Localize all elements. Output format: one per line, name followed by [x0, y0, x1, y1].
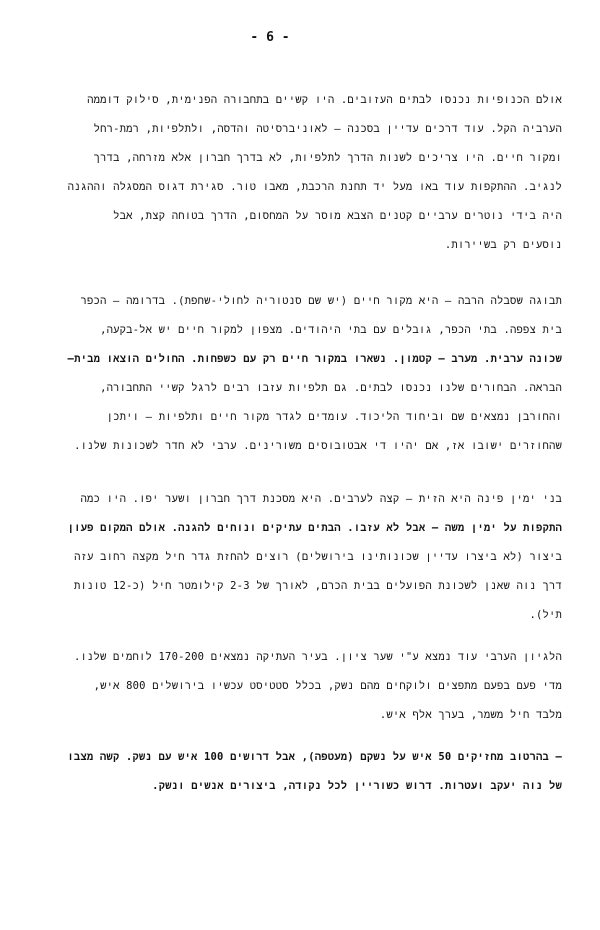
paragraph-line: מלבד חיל משמר, בערך אלף איש.	[379, 709, 562, 721]
paragraph-line: דרך נוה שאנן לשכונת הפועלים בבית הכרם, לאורך של 2-3 קילומטר חיל (כ-12 טונות	[73, 580, 562, 592]
paragraph-line: בית צפפה. בתי הכפר, גובלים עם בתי היהודים. מצפון למקור חיים יש אל-בקעה,	[100, 324, 562, 336]
paragraph-2	[42, 287, 562, 461]
paragraph-line: בני ימין פינה היא הזית – קצה לערבים. היא מסכנת דרך חברון ושער יפו. היו כמה	[80, 493, 562, 505]
paragraph-5	[42, 743, 562, 801]
paragraph-line: היה בידי נוטרים ערביים קטנים הצבא מוסר על המחסום, הדרך בטוחה קצת, אבל	[113, 210, 562, 222]
paragraph-line: הלגיון הערבי עוד נמצא ע"י שער ציון. בעיר העתיקה נמצאים 170-200 לוחמים שלנו.	[73, 651, 562, 663]
paragraph-line: הערביה הקל. עוד דרכים עדיין בסכנה – לאוניברסיטה והדסה, ולתלפיות, רמת-רחל	[93, 123, 562, 135]
paragraph-line: – בהרטוב מחזיקים 50 איש על נשקם (מעטפה), אבל דרושים 100 איש עם נשק. קשה מצבו	[67, 751, 562, 763]
paragraph-line: והחורבן נמצאים שם וביחוד הליכוד. עומדים לגדר מקור חיים ותלפיות – ויתכן	[106, 411, 562, 423]
paragraph-line: ומקור חיים. היו צריכים לשנות הדרך לתלפיות, לא בדרך חברון אלא מזרחה, בדרך	[93, 152, 562, 164]
paragraph-line: שהחוזרים ישובו אז, אם יהיו די אבטובוסים משורינים. ערבי לא חדר לשכונות שלנו.	[74, 440, 562, 452]
paragraph-line: נוסעים רק בשיירות.	[444, 239, 562, 251]
page-number: - 6 -	[250, 30, 290, 45]
paragraph-1	[42, 86, 562, 260]
paragraph-line: תבוגה שסבלה הרבה – היא מקור חיים (יש שם סנטוריה לחולי-שחפת). בדרומה – הכפר	[80, 295, 562, 307]
paragraph-line: שכונה ערבית. מערב – קטמון. נשארו במקור חיים רק עם כשפחות. החולים הוצאו מבית–	[67, 353, 562, 365]
paragraph-line: ביצור (לא ביצרו עדיין שכונותינו בירושלים) רוצים להחזת גדר חיל מקצה רחוב עזה	[74, 551, 562, 563]
paragraph-line: הבראה. הבחורים שלנו נכנסו לבתים. גם תלפיות עזבו רבים לרגל קשיי התחבורה,	[100, 382, 562, 394]
paragraph-line: לנגיב. ההתקפות עוד באו מעל יד תחנת הרכבת, מאבו טור. סגירת דגוס המסגלה וההגנה	[67, 181, 562, 193]
paragraph-line: מדי פעם בפעם מתפצים ולוקחים מהם נשק, בכלל סטטיסט עכשיו בירושלים 800 איש,	[93, 680, 562, 692]
paragraph-3	[42, 485, 562, 630]
paragraph-line: אולם הכנופיות נכנסו לבתים העזובים. היו קשיים בתחבורה הפנימית, סילוק דוממה	[87, 94, 562, 106]
paragraph-4	[42, 643, 562, 730]
paragraph-line: של נוה יעקב ועטרות. דרוש כשוריין לכל נקודה, ביצורים אנשים ונשק.	[152, 780, 562, 792]
paragraph-line: תיל).	[529, 609, 562, 621]
paragraph-line: התקפות על ימין משה – אבל לא עזבו. הבתים עתיקים ונוחים להגנה. אולם המקום פעון	[67, 522, 562, 534]
